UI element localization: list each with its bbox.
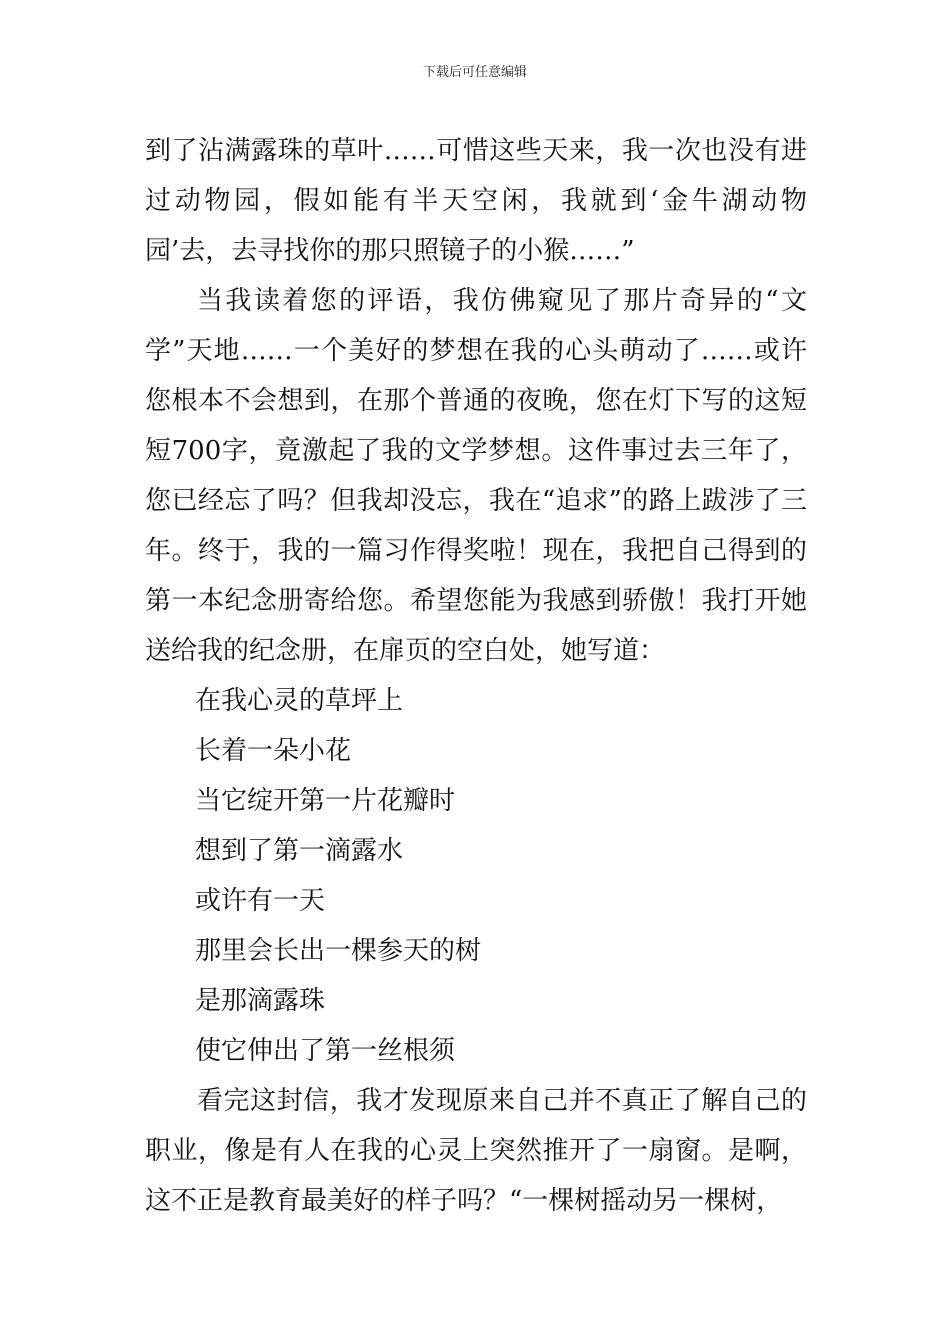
page-header: 下载后可任意编辑 bbox=[422, 65, 527, 80]
paragraph: 当我读着您的评语，我仿佛窥见了那片奇异的“文学”天地……一个美好的梦想在我的心头萌动了……或许您根本不会想到，在那个普通的夜晚，您在灯下写的这短短700字，竟激起了我的文学梦想。这件事过去三年了，您已经忘了吗？但我却没忘，我在“追求”的路上跋涉了三年。终于，我的一篇习作得奖啦！现在，我把自己得到的第一本纪念册寄给您。希望您能为我感到骄傲！我打开她送给我的纪念册，在扉页的空白处，她写道： bbox=[145, 286, 807, 666]
poem-line: 长着一朵小花 bbox=[195, 736, 352, 766]
paragraph: 到了沾满露珠的草叶……可惜这些天来，我一次也没有进过动物园，假如能有半天空闲，我就到‘金牛湖动物园’去，去寻找你的那只照镜子的小猴……” bbox=[145, 136, 807, 266]
paragraph: 看完这封信，我才发现原来自己并不真正了解自己的职业，像是有人在我的心灵上突然推开了一扇窗。是啊，这不正是教育最美好的样子吗？“一棵树摇动另一棵树， bbox=[145, 1086, 807, 1216]
poem-line: 当它绽开第一片花瓣时 bbox=[195, 786, 456, 816]
poem-line: 使它伸出了第一丝根须 bbox=[195, 1036, 456, 1066]
document-body bbox=[145, 126, 807, 1226]
poem-line: 是那滴露珠 bbox=[195, 986, 326, 1016]
poem-line: 那里会长出一棵参天的树 bbox=[195, 936, 482, 966]
poem-line: 在我心灵的草坪上 bbox=[195, 686, 404, 716]
poem-line: 或许有一天 bbox=[195, 886, 326, 916]
poem-block bbox=[145, 676, 807, 1076]
poem-line: 想到了第一滴露水 bbox=[195, 836, 404, 866]
